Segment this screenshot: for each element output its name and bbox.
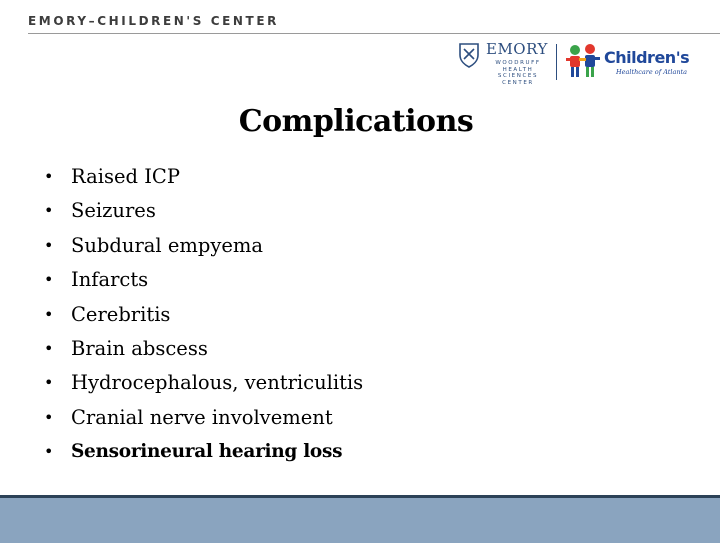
emory-sub-line: WOODRUFF xyxy=(495,60,541,66)
emory-subtitle xyxy=(488,60,548,86)
childrens-subtitle: Healthcare of Atlanta xyxy=(616,68,688,76)
bullet-icon: • xyxy=(44,407,54,427)
list-item-label: Sensorineural hearing loss xyxy=(71,441,343,463)
bullet-icon: • xyxy=(44,442,54,462)
childrens-kids-icon xyxy=(564,42,602,80)
emory-sub-line: HEALTH xyxy=(502,66,534,73)
list-item-label: Infarcts xyxy=(71,268,149,292)
bullet-icon: • xyxy=(44,167,54,186)
childrens-healthcare-logo xyxy=(564,42,694,82)
slide-title-text: Complications xyxy=(238,104,474,139)
list-item-label: Seizures xyxy=(71,199,156,223)
list-item-label: Hydrocephalous, ventriculitis xyxy=(71,371,364,395)
list-item-label: Cerebritis xyxy=(71,302,171,326)
list-item-label: Brain abscess xyxy=(71,336,208,360)
bullet-icon: • xyxy=(44,338,54,358)
bullet-icon: • xyxy=(44,304,54,324)
bullet-icon: • xyxy=(44,235,54,255)
childrens-wordmark: Children's xyxy=(604,48,690,67)
emory-wordmark: EMORY xyxy=(486,40,548,58)
emory-logo xyxy=(458,40,552,92)
org-header-text: EMORY–CHILDREN'S CENTER xyxy=(28,14,279,28)
footer-bar xyxy=(0,495,720,543)
header-divider xyxy=(28,33,720,34)
list-item-label: Raised ICP xyxy=(71,165,180,188)
emory-sub-line: SCIENCES xyxy=(497,73,539,79)
list-item-label: Cranial nerve involvement xyxy=(71,405,333,429)
emory-shield-icon xyxy=(458,42,480,68)
bullet-icon: • xyxy=(44,270,54,290)
bullet-icon: • xyxy=(44,201,54,221)
emory-sub-line: CENTER xyxy=(502,79,534,86)
slide-title xyxy=(0,104,712,139)
logo-divider xyxy=(556,44,557,80)
list-item-label: Subdural empyema xyxy=(71,233,264,257)
bullet-icon: • xyxy=(44,373,54,393)
